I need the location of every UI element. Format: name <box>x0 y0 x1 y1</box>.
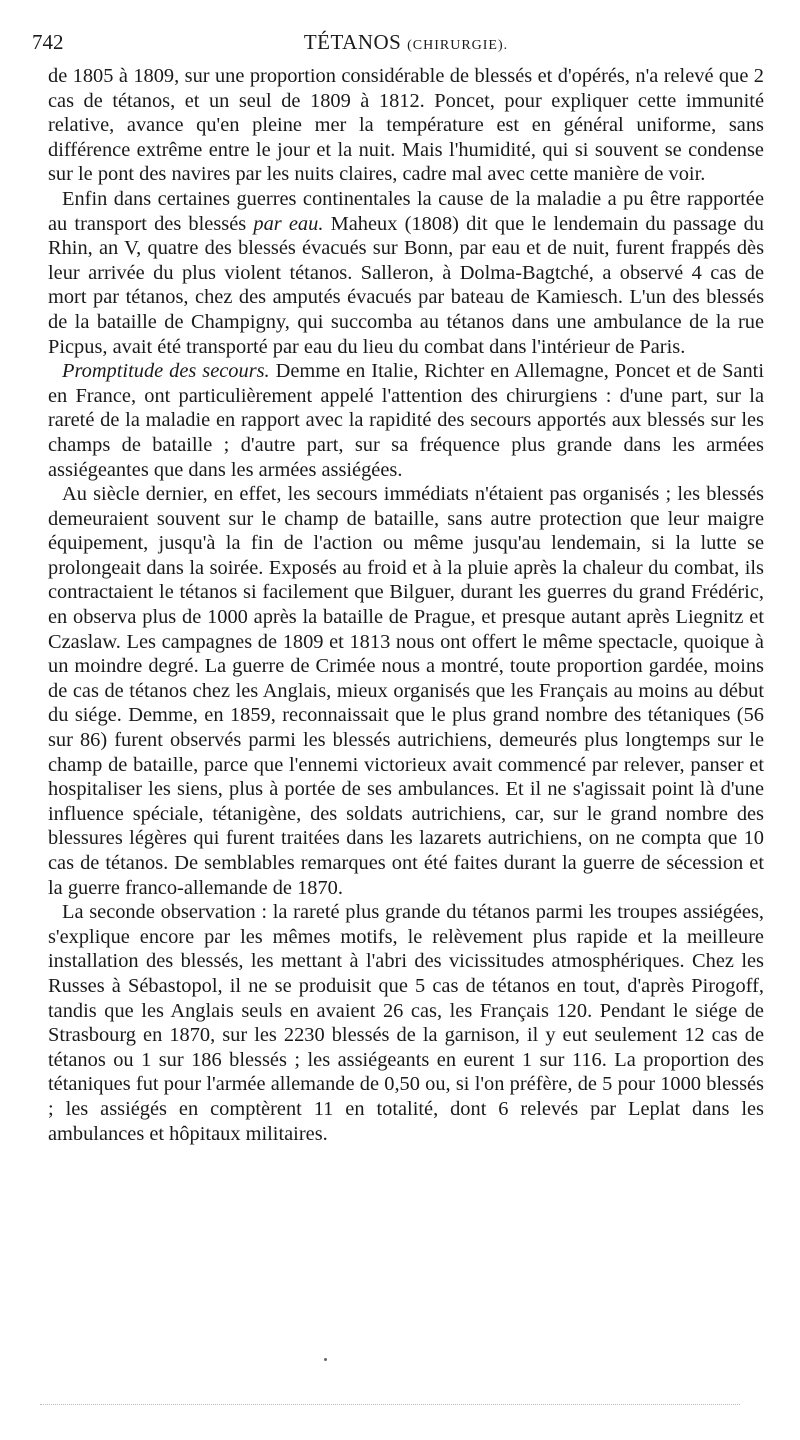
page <box>32 28 764 1146</box>
footer-dot <box>324 1358 327 1361</box>
paragraph-1-text: de 1805 à 1809, sur une proportion considérable de blessés et d'opérés, n'a relevé que 2 cas de tétanos, et un seul de 1809 à 1812. Poncet, pour expliquer cette immunité relative, avance qu'en pleine mer la température est en général uniforme, sans différence extrême entre le jour et la nuit. Mais l'humidité, qui si souvent se condense sur le pont des navires par les nuits claires, cadre mal avec cette manière de voir. <box>48 65 764 186</box>
running-title-main: TÉTANOS <box>303 30 402 54</box>
body-text <box>48 64 764 1146</box>
paragraph-2-after: Maheux (1808) dit que le lendemain du passage du Rhin, an V, quatre des blessés évacués sur Bonn, par eau et de nuit, furent frappés dès leur arrivée du plus violent tétanos. Salleron, à Dolma-Bagtché, a observé 4 cas de mort par tétanos, chez des amputés évacués par bateau de Kamiesch. L'un des blessés de la bataille de Champigny, qui succomba au tétanos dans une ambulance de la rue Picpus, avait été transporté par eau du lieu du combat dans l'intérieur de Paris. <box>48 212 764 358</box>
paragraph-2-emphasis: par eau. <box>253 212 324 235</box>
paragraph-2-before: Enfin dans certaines guerres continentales la cause de la maladie a pu être rapportée au transport des blessés <box>48 187 764 235</box>
paragraph-3 <box>48 359 764 482</box>
paragraph-1 <box>48 64 764 187</box>
paragraph-2 <box>48 187 764 359</box>
paragraph-5-text: La seconde observation : la rareté plus grande du tétanos parmi les troupes assiégées, s'explique encore par les mêmes motifs, le relèvement plus rapide et la meilleure installation des blessés, les mettant à l'abri des vicissitudes atmosphériques. Chez les Russes à Sébastopol, il ne se produisit que 5 cas de tétanos en tout, d'après Pirogoff, tandis que les Anglais seuls en avaient 26 cas, les Français 120. Pendant le siége de Strasbourg en 1870, sur les 2230 blessés de la garnison, il y eut seulement 12 cas de tétanos ou 1 sur 186 blessés ; les assiégeants en eurent 1 sur 116. La proportion des tétaniques fut pour l'armée allemande de 0,50 ou, si l'on préfère, de 5 pour 1000 blessés ; les assiégés en comptèrent 11 en totalité, dont 6 relevés par Leplat dans les ambulances et hôpitaux militaires. <box>48 901 764 1145</box>
paragraph-5 <box>48 900 764 1146</box>
paragraph-4-text: Au siècle dernier, en effet, les secours immédiats n'étaient pas organisés ; les blessés demeuraient souvent sur le champ de bataille, sans autre protection que leur maigre équipement, jusqu'à la fin de l'action ou même jusqu'au lendemain, si la lutte se prolongeait dans la soirée. Exposés au froid et à la pluie après la chaleur du combat, ils contractaient le tétanos si facilement que Bilguer, durant les guerres du grand Frédéric, en observa plus de 1000 après la bataille de Prague, et presque autant après Liegnitz et Czaslaw. Les campagnes de 1809 et 1813 nous ont offert le même spectacle, quoique à un moindre degré. La guerre de Crimée nous a montré, toute proportion gardée, moins de cas de tétanos chez les Anglais, mieux organisés que les Français au moins au début du siége. Demme, en 1859, reconnaissait que le plus grand nombre des tétaniques (56 sur 86) furent observés parmi les blessés autrichiens, demeurés plus longtemps sur le champ de bataille, parce que l'ennemi victorieux avait commencé par relever, panser et hospitaliser les siens, plus à portée de ses ambulances. Et il ne s'agissait point là d'une influence spéciale, tétanigène, des soldats autrichiens, car, sur le grand nombre des blessures légères qui furent traitées dans les lazarets autrichiens, on ne compta que 10 cas de tétanos. De semblables remarques ont été faites durant la guerre de sécession et la guerre franco-allemande de 1870. <box>48 483 764 899</box>
section-lead: Promptitude des secours. <box>62 360 270 383</box>
running-title <box>48 30 764 55</box>
page-number: 742 <box>32 30 64 54</box>
running-title-sub: (CHIRURGIE). <box>407 38 509 53</box>
running-head <box>32 28 764 62</box>
paragraph-4 <box>48 482 764 900</box>
footer-rule <box>40 1404 740 1405</box>
paragraph-3-text: Demme en Italie, Richter en Allemagne, Poncet et de Santi en France, ont particulièrement appelé l'attention des chirurgiens : d'une part, sur la rareté de la maladie en rapport avec la rapidité des secours apportés aux blessés sur les champs de bataille ; d'autre part, sur sa fréquence plus grande dans les armées assiégeantes que dans les armées assiégées. <box>48 360 764 481</box>
